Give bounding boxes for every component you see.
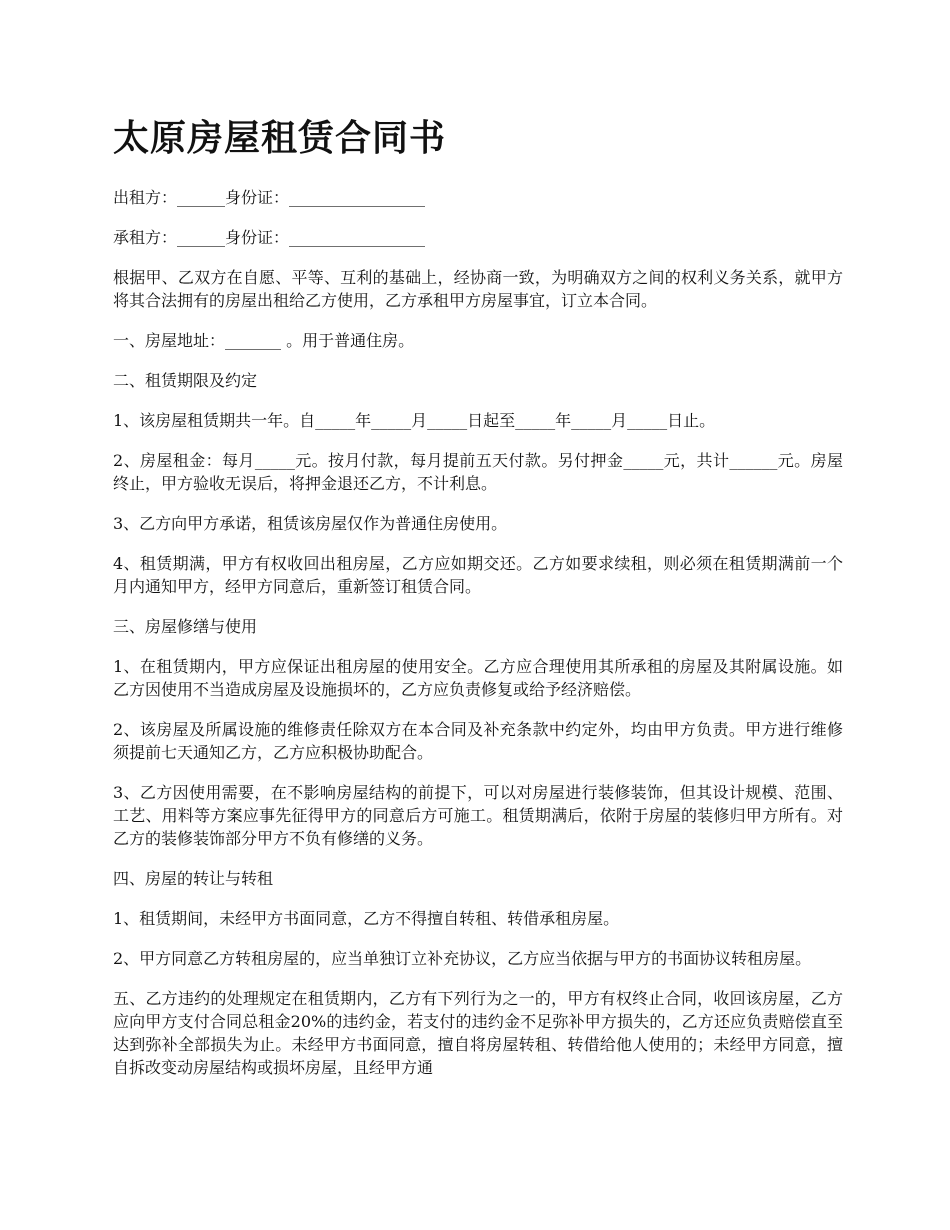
clause-2-2: 2、房屋租金：每月_____元。按月付款，每月提前五天付款。另付押金_____元，共计______元。房屋终止，甲方验收无误后，将押金退还乙方，不计利息。 xyxy=(113,451,843,493)
lessor-line: 出租方：______身份证：_________________ xyxy=(113,188,426,207)
lessee-line: 承租方：______身份证：_________________ xyxy=(113,228,426,247)
document-page xyxy=(113,112,843,1079)
clause-2-1: 1、该房屋租赁期共一年。自_____年_____月_____日起至_____年_____月_____日止。 xyxy=(113,411,716,430)
section-2-heading: 二、租赁期限及约定 xyxy=(113,371,258,390)
section-5-paragraph: 五、乙方违约的处理规定在租赁期内，乙方有下列行为之一的，甲方有权终止合同，收回该房屋，乙方应向甲方支付合同总租金20%的违约金，若支付的违约金不足弥补甲方损失的，乙方还应负责赔偿直至达到弥补全部损失为止。未经甲方书面同意，擅自将房屋转租、转借给他人使用的；未经甲方同意，擅自拆改变动房屋结构或损坏房屋，且经甲方通 xyxy=(113,989,843,1077)
document-title: 太原房屋租赁合同书 xyxy=(113,117,447,159)
clause-2-4: 4、租赁期满，甲方有权收回出租房屋，乙方应如期交还。乙方如要求续租，则必须在租赁期满前一个月内通知甲方，经甲方同意后，重新签订租赁合同。 xyxy=(113,554,843,596)
section-3-heading: 三、房屋修缮与使用 xyxy=(113,617,258,636)
clause-3-1: 1、在租赁期内，甲方应保证出租房屋的使用安全。乙方应合理使用其所承租的房屋及其附属设施。如乙方因使用不当造成房屋及设施损坏的，乙方应负责修复或给予经济赔偿。 xyxy=(113,657,843,699)
section-1-address: 一、房屋地址：_______ 。用于普通住房。 xyxy=(113,331,415,350)
section-4-heading: 四、房屋的转让与转租 xyxy=(113,869,274,888)
clause-4-1: 1、租赁期间，未经甲方书面同意，乙方不得擅自转租、转借承租房屋。 xyxy=(113,909,620,928)
clause-4-2: 2、甲方同意乙方转租房屋的，应当单独订立补充协议，乙方应当依据与甲方的书面协议转租房屋。 xyxy=(113,949,812,968)
clause-3-3: 3、乙方因使用需要，在不影响房屋结构的前提下，可以对房屋进行装修装饰，但其设计规模、范围、工艺、用料等方案应事先征得甲方的同意后方可施工。租赁期满后，依附于房屋的装修归甲方所有。对乙方的装修装饰部分甲方不负有修缮的义务。 xyxy=(113,783,843,848)
clause-3-2: 2、该房屋及所属设施的维修责任除双方在本合同及补充条款中约定外，均由甲方负责。甲方进行维修须提前七天通知乙方，乙方应积极协助配合。 xyxy=(113,720,843,762)
clause-2-3: 3、乙方向甲方承诺，租赁该房屋仅作为普通住房使用。 xyxy=(113,514,508,533)
preamble-paragraph: 根据甲、乙双方在自愿、平等、互利的基础上，经协商一致，为明确双方之间的权利义务关系，就甲方将其合法拥有的房屋出租给乙方使用，乙方承租甲方房屋事宜，订立本合同。 xyxy=(113,268,843,310)
